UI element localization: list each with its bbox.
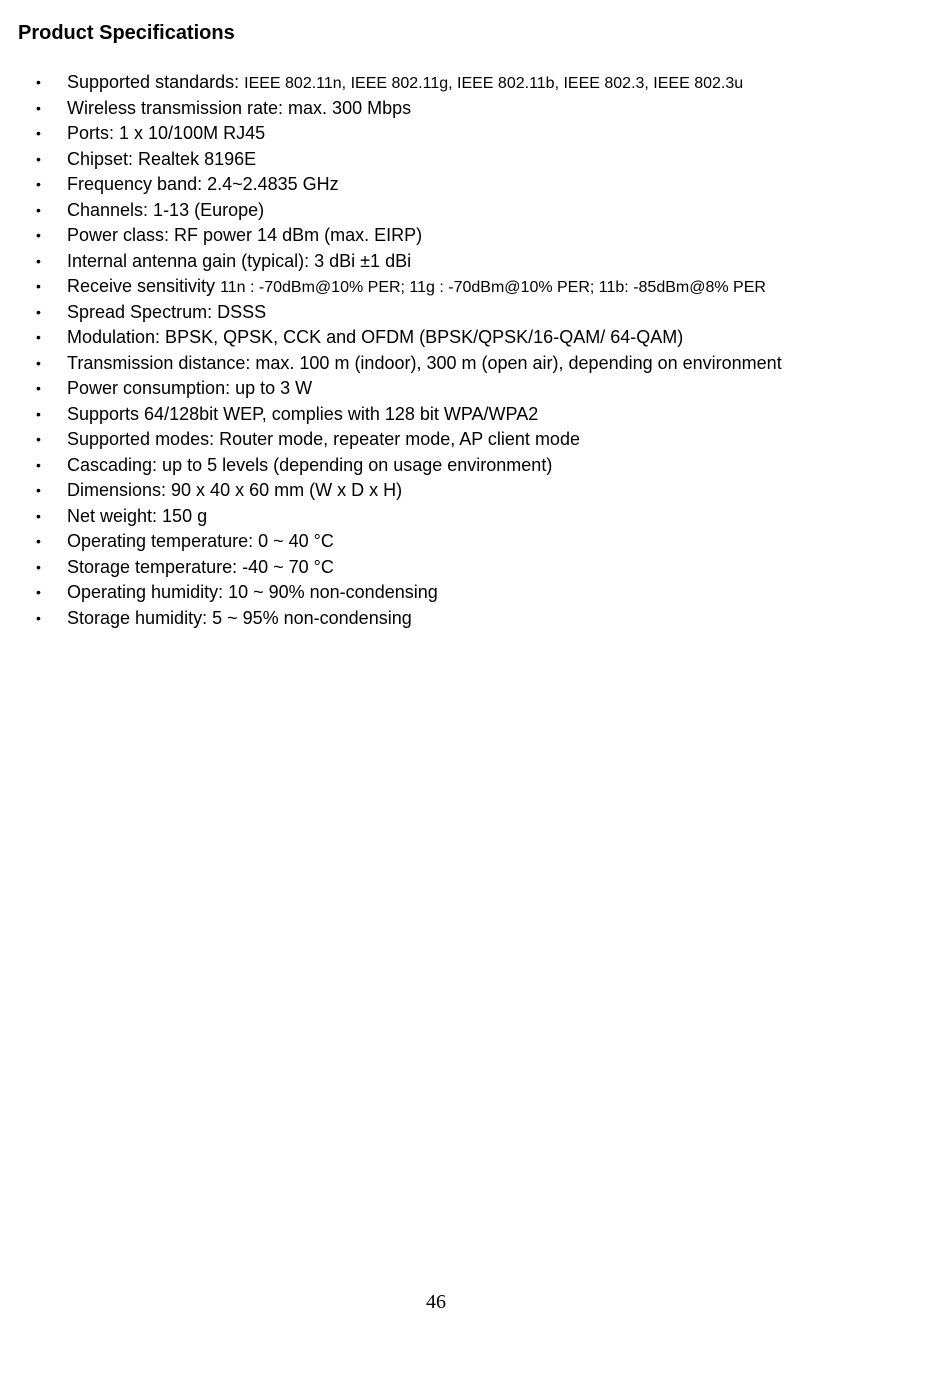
spec-label: Channels: 1-13 (Europe) [67,199,265,220]
spec-label: Operating humidity: 10 ~ 90% non-condensing [67,582,438,602]
spec-label: Chipset: Realtek 8196E [67,148,257,169]
bullet-icon: • [36,201,41,218]
spec-list-item [0,427,782,453]
bullet-icon: • [36,405,41,422]
spec-label: Transmission distance: max. 100 m (indoor), 300 m (open air), depending on environment [67,352,782,373]
bullet-icon: • [36,609,41,626]
bullet-icon: • [36,125,41,141]
spec-list-item [0,325,782,351]
spec-list-item [0,453,782,479]
spec-value: IEEE 802.11n, IEEE 802.11g, IEEE 802.11b, IEEE 802.3, IEEE 802.3u [244,75,744,92]
bullet-icon: • [36,329,41,345]
spec-list-item [0,376,782,402]
spec-label: Wireless transmission rate: max. 300 Mbps [67,97,412,118]
bullet-icon: • [36,150,41,167]
bullet-icon: • [36,584,41,600]
spec-label: Frequency band: 2.4~2.4835 GHz [67,174,339,194]
spec-list-item [0,504,782,530]
bullet-icon: • [36,456,41,473]
page-title: Product Specifications [18,22,235,44]
spec-list-item [0,580,782,606]
spec-label: Supported standards: [67,72,245,92]
spec-list-item [0,198,782,224]
spec-list-item [0,300,782,326]
spec-label: Operating temperature: 0 ~ 40 °C [67,531,334,551]
spec-label: Ports: 1 x 10/100M RJ45 [67,123,266,143]
spec-list-item [0,96,782,122]
spec-label: Power consumption: up to 3 W [67,378,313,398]
spec-list-item [0,147,782,173]
bullet-icon: • [36,533,41,549]
bullet-icon: • [36,558,41,575]
bullet-icon: • [36,431,41,447]
spec-label: Storage humidity: 5 ~ 95% non-condensing [67,607,412,628]
spec-label: Supports 64/128bit WEP, complies with 128 bit WPA/WPA2 [67,403,539,424]
spec-list-item [0,70,782,96]
spec-label: Receive sensitivity [67,276,221,296]
spec-list-item [0,249,782,275]
bullet-icon: • [36,354,41,371]
spec-list-item [0,606,782,632]
spec-value: 11n : -70dBm@10% PER; 11g : -70dBm@10% PER; 11b: -85dBm@8% PER [220,279,766,296]
bullet-icon: • [36,252,41,269]
spec-label: Supported modes: Router mode, repeater mode, AP client mode [67,429,580,449]
spec-label: Internal antenna gain (typical): 3 dBi ±1 dBi [67,250,412,271]
spec-label: Net weight: 150 g [67,505,208,526]
spec-list-item [0,172,782,198]
bullet-icon: • [36,74,41,90]
spec-list-item [0,529,782,555]
bullet-icon: • [36,380,41,396]
bullet-icon: • [36,176,41,192]
spec-list-item [0,402,782,428]
spec-label: Modulation: BPSK, QPSK, CCK and OFDM (BPSK/QPSK/16-QAM/ 64-QAM) [67,327,684,347]
bullet-icon: • [36,99,41,116]
bullet-icon: • [36,278,41,294]
spec-list-item [0,555,782,581]
spec-label: Cascading: up to 5 levels (depending on usage environment) [67,454,553,475]
spec-list-item [0,223,782,249]
spec-label: Dimensions: 90 x 40 x 60 mm (W x D x H) [67,480,403,500]
spec-label: Power class: RF power 14 dBm (max. EIRP) [67,225,423,245]
bullet-icon: • [36,227,41,243]
spec-list-item [0,351,782,377]
spec-label: Spread Spectrum: DSSS [67,301,267,322]
spec-list-item [0,478,782,504]
spec-list-item [0,121,782,147]
bullet-icon: • [36,507,41,524]
specification-list [0,70,782,631]
spec-list-item [0,274,782,300]
spec-label: Storage temperature: -40 ~ 70 °C [67,556,334,577]
bullet-icon: • [36,303,41,320]
page-number: 46 [426,1291,446,1313]
bullet-icon: • [36,482,41,498]
